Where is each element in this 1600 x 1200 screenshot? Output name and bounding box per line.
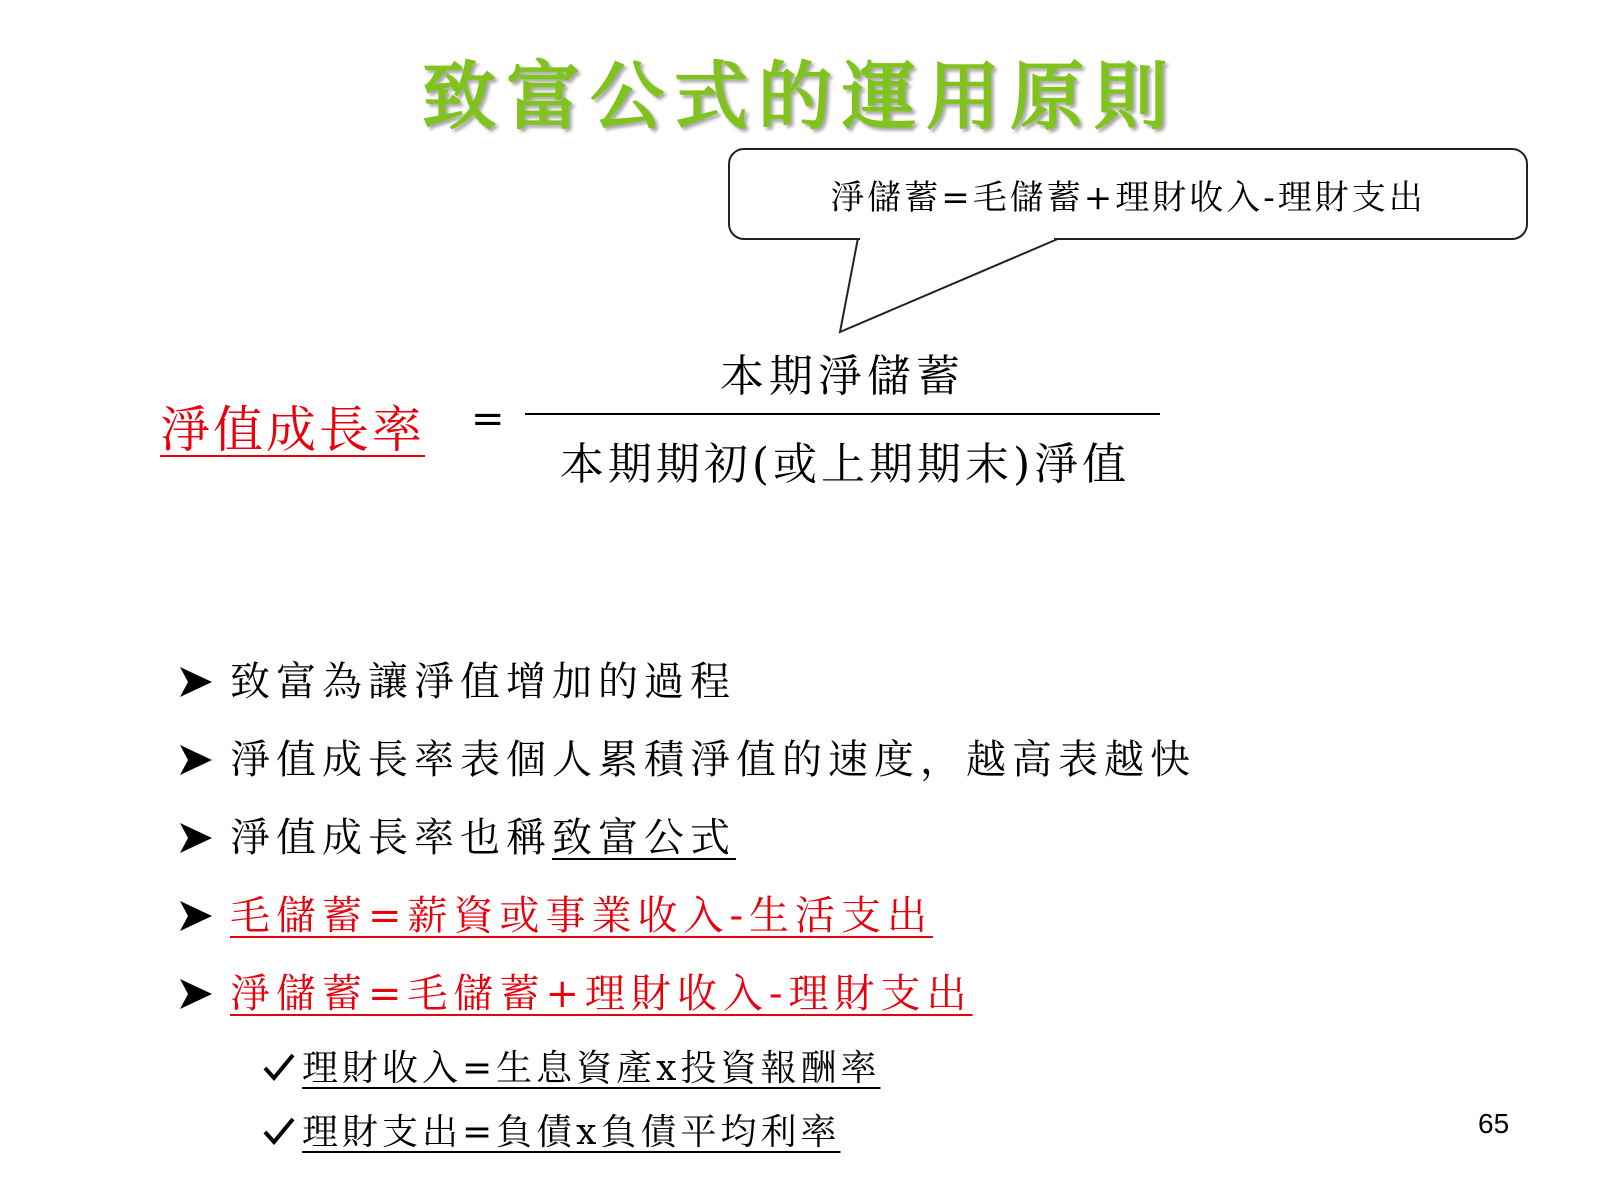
bullet-text: 淨值成長率也稱 [230,815,552,861]
fraction-bar [525,413,1160,415]
arrowhead-bullet-icon [178,977,214,1011]
bullet-text: 淨值成長率表個人累積淨值的速度，越高表越快 [230,737,1196,783]
bullet-text: 毛儲蓄=薪資或事業收入-生活支出 [230,893,934,939]
checkmark-icon [262,1116,296,1146]
sub-bullet-item [262,1040,880,1091]
bullet-text: 淨儲蓄=毛儲蓄+理財收入-理財支出 [230,971,973,1017]
bullet-item [178,728,1196,785]
arrowhead-bullet-icon [178,821,214,855]
checkmark-icon [262,1052,296,1082]
formula-numerator: 本期淨儲蓄 [720,351,965,402]
bullet-underlined-term: 致富公式 [552,815,736,861]
arrowhead-bullet-icon [178,665,214,699]
arrowhead-bullet-icon [178,743,214,777]
callout-text: 淨儲蓄=毛儲蓄+理財收入-理財支出 [830,177,1426,218]
bullet-item [178,962,973,1019]
slide-title: 致富公式的運用原則 [422,54,1178,140]
sub-bullet-item [262,1104,840,1155]
bullet-item [178,884,933,941]
arrowhead-bullet-icon [178,899,214,933]
sub-bullet-text: 理財收入=生息資產x投資報酬率 [302,1048,881,1089]
bullet-item [178,650,736,707]
page-number: 65 [1478,1108,1510,1139]
formula-equals: = [471,396,505,442]
bullet-item [178,806,736,863]
formula-denominator: 本期期初(或上期期末)淨值 [559,439,1131,490]
sub-bullet-text: 理財支出=負債x負債平均利率 [302,1112,841,1153]
bullet-text: 致富為讓淨值增加的過程 [230,659,736,705]
formula-lhs: 淨值成長率 [160,401,425,459]
